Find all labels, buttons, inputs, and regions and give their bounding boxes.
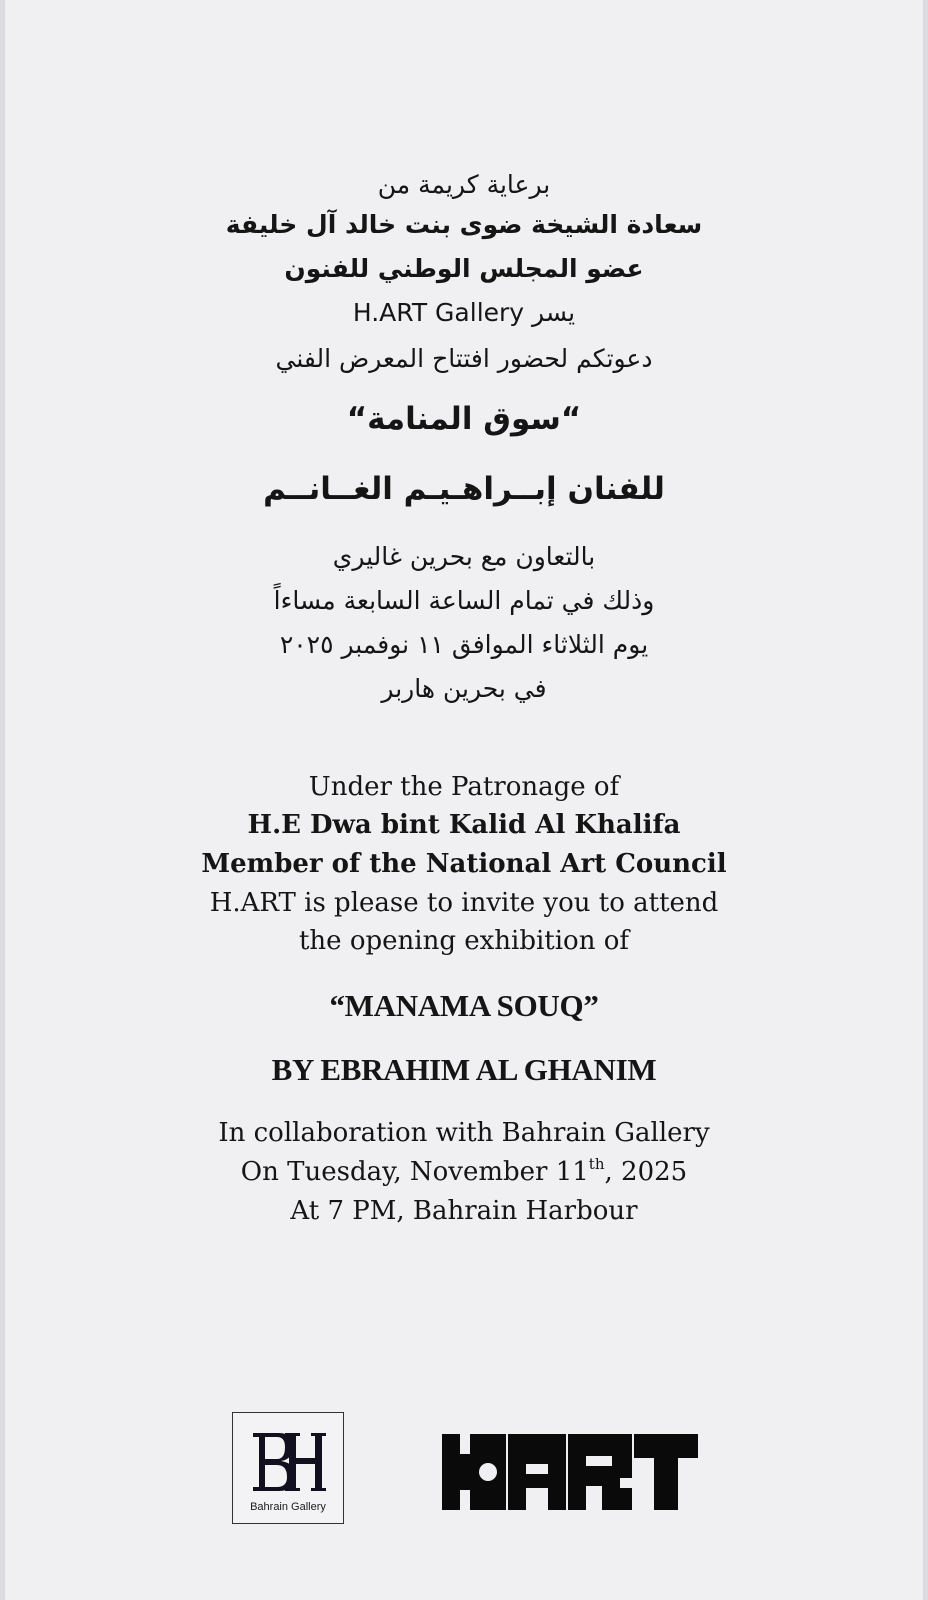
arabic-collaboration: بالتعاون مع بحرين غاليري [332,542,596,571]
arabic-exhibition-title: “سوق المنامة“ [346,401,582,437]
hart-wordmark-icon [442,1434,698,1510]
hart-logo [442,1434,698,1515]
arabic-patron-name: سعادة الشيخة ضوى بنت خالد آل خليفة [225,210,703,239]
english-artist: BY EBRAHIM AL GHANIM [271,1052,657,1087]
arabic-venue: في بحرين هاربر [381,674,547,703]
english-invite-line1: H.ART is please to invite you to attend [209,888,719,918]
english-date-prefix: On Tuesday, November 11 [240,1157,589,1187]
english-invite-line2: the opening exhibition of [298,926,629,956]
arabic-time: وذلك في تمام الساعة السابعة مساءاً [273,586,655,615]
english-date [0,1155,928,1189]
arabic-artist: للفنان إبــراهـيـم الغــانــم [263,471,665,507]
english-time-venue: At 7 PM, Bahrain Harbour [290,1196,638,1226]
bahrain-gallery-logo [232,1412,344,1524]
bahrain-gallery-monogram-icon [249,1427,329,1497]
arabic-invite: دعوتكم لحضور افتتاح المعرض الفني [275,344,653,373]
arabic-date: يوم الثلاثاء الموافق ١١ نوفمبر ٢٠٢٥ [279,630,649,659]
english-date-ordinal: th [588,1155,605,1173]
arabic-patronage: برعاية كريمة من [377,170,551,199]
english-date-year: , 2025 [604,1157,688,1187]
english-patron-title: Member of the National Art Council [201,849,727,879]
arabic-patron-title: عضو المجلس الوطني للفنون [284,254,644,283]
arabic-gallery-pleased: يسر H.ART Gallery [352,298,576,327]
english-patron-name: H.E Dwa bint Kalid Al Khalifa [247,810,681,840]
english-exhibition-title: “MANAMA SOUQ” [329,988,599,1023]
bahrain-gallery-caption: Bahrain Gallery [250,1501,326,1513]
english-patronage: Under the Patronage of [308,772,620,802]
english-collaboration: In collaboration with Bahrain Gallery [218,1118,710,1148]
